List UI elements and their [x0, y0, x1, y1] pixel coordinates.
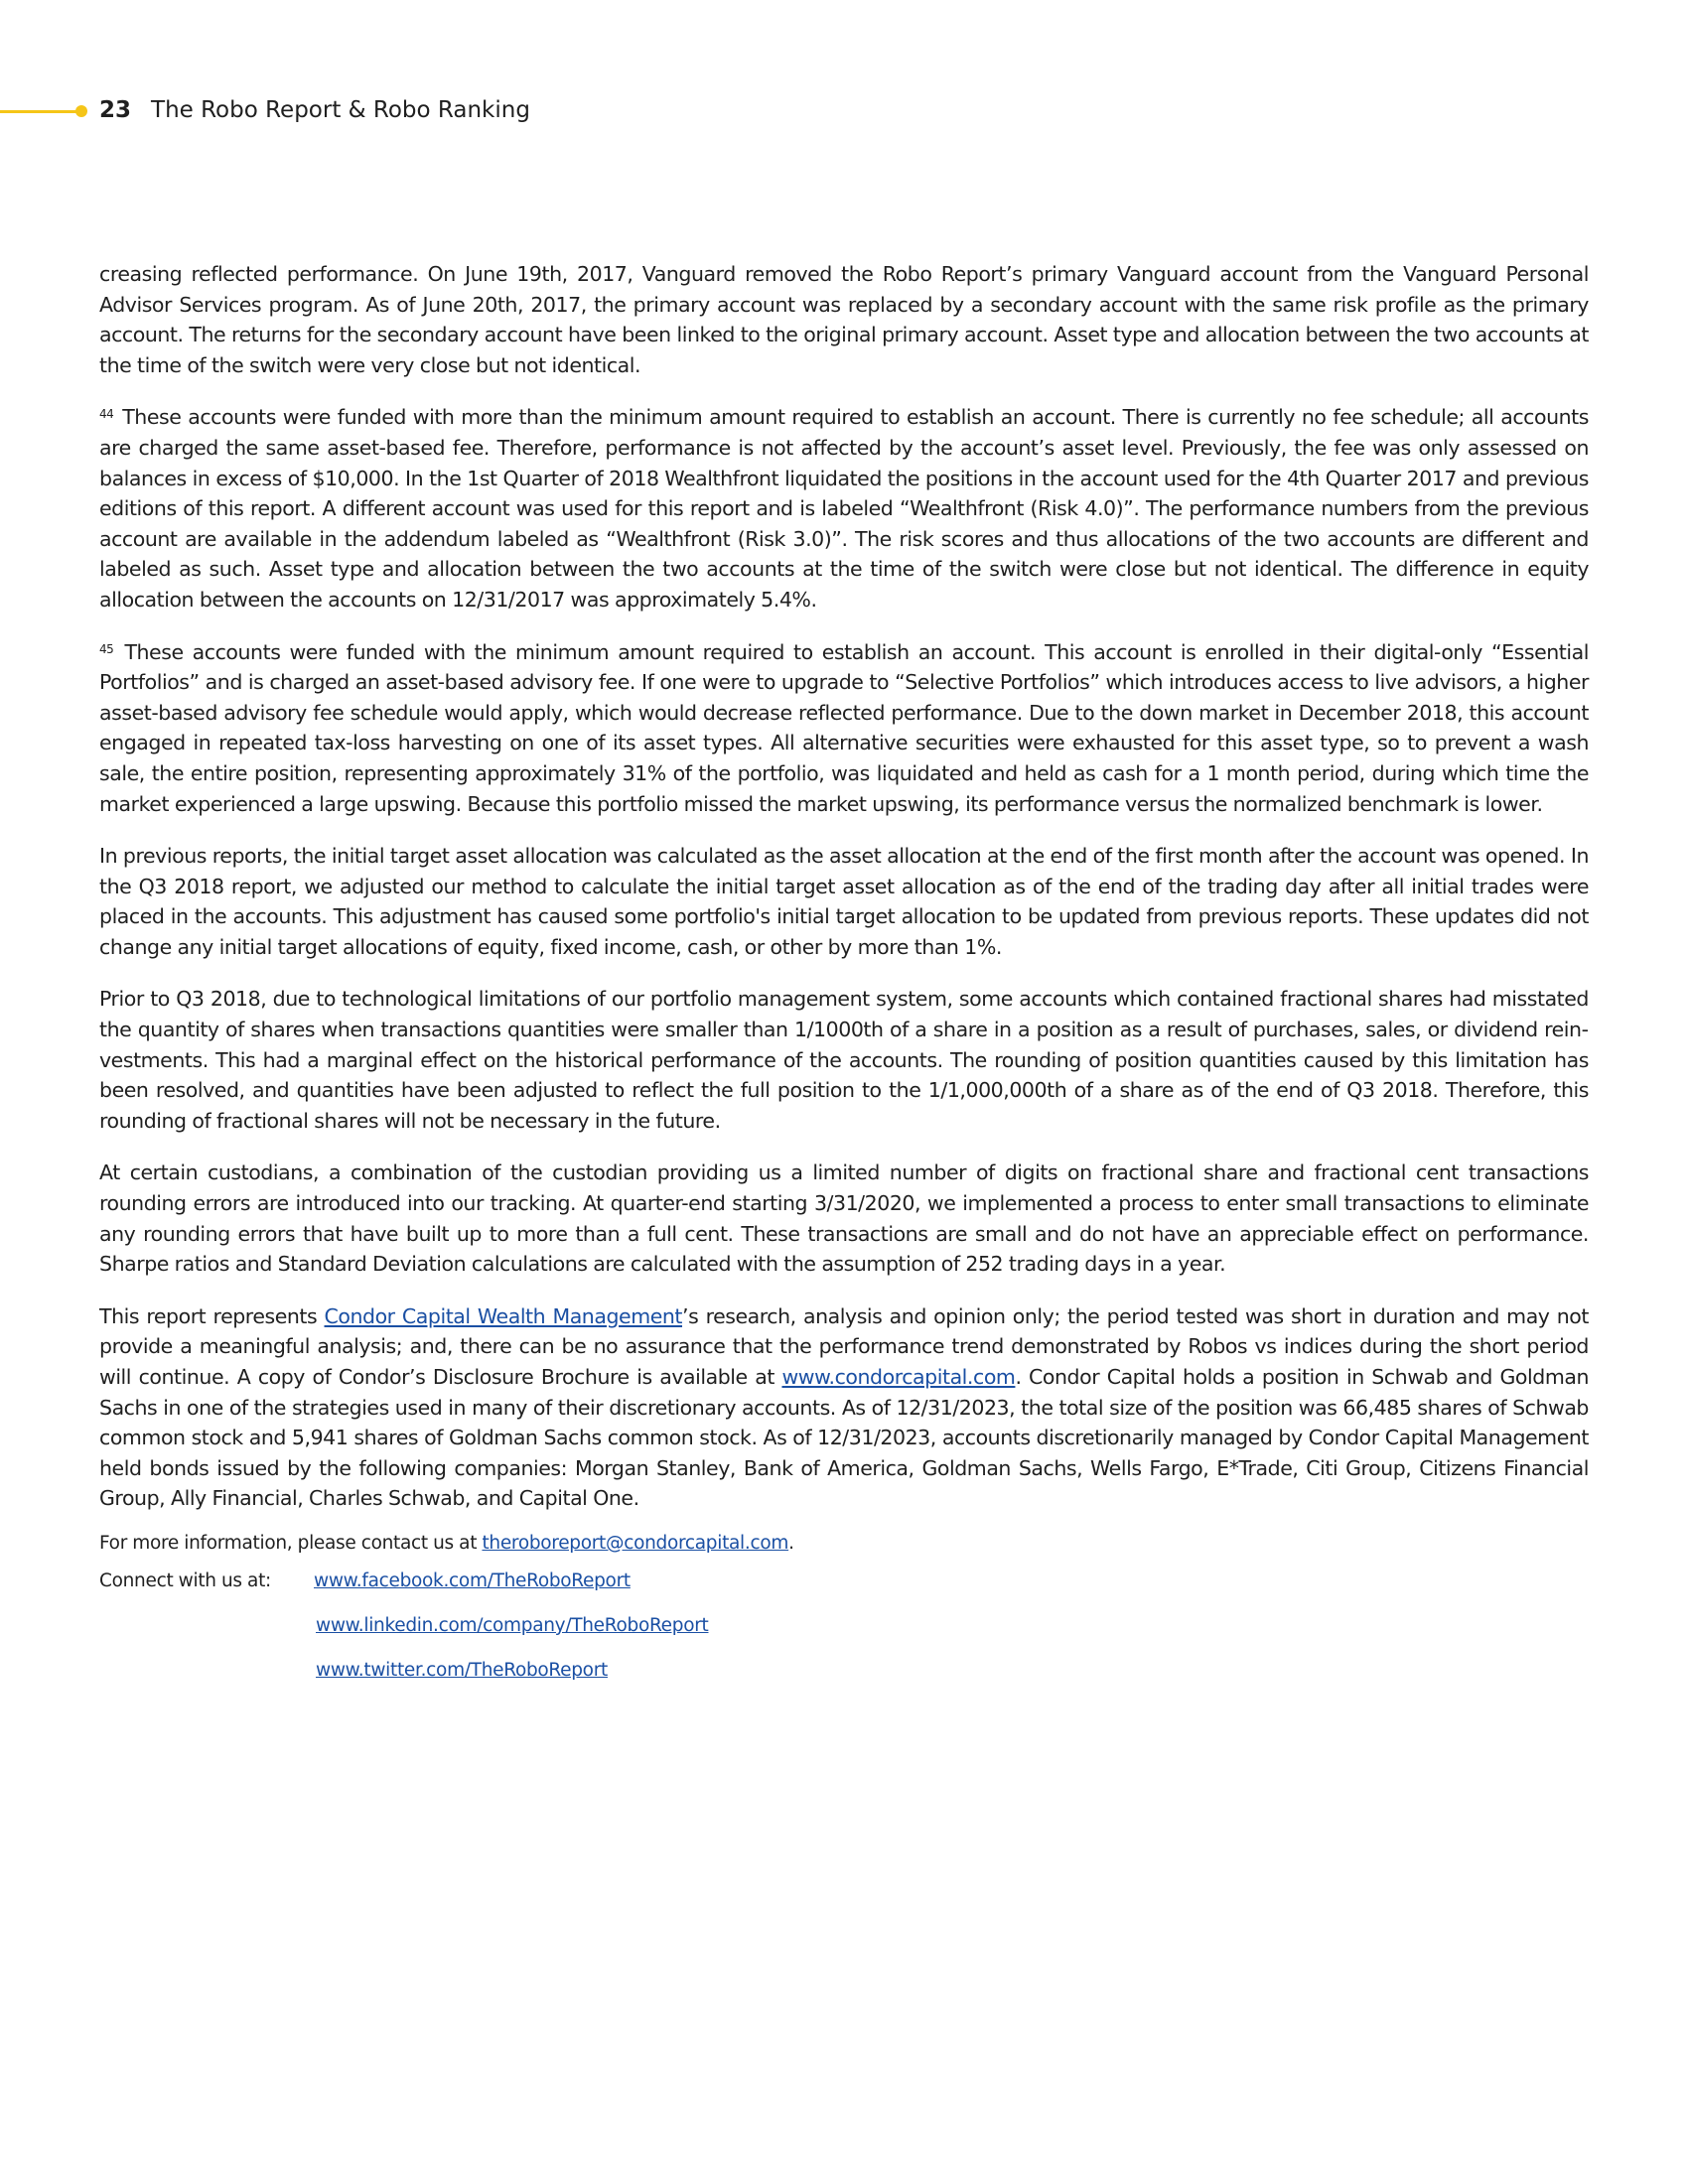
contact-email-link[interactable]: theroboreport@condorcapital.com	[482, 1532, 789, 1554]
footnote-45-text: These accounts were funded with the minimum amount required to establish an account. This account is enrolled in their digital-only “Essential Portfolios” and is charged an asset-based advisory fee. If one were to upgrade to “Selective Portfolios” which introduces access to live advisors, a higher asset-based advisory fee schedule would apply, which would decrease reflected performance. Due to the down market in December 2018, this account engaged in repeated tax-loss harvesting on one of its asset types. All alternative securities were exhausted for this asset type, so to prevent a wash sale, the entire position, representing approximately 31% of the portfolio, was liquidated and held as cash for a 1 month period, during which time the market experienced a large upswing. Because this portfolio missed the market upswing, its performance versus the normalized benchmark is lower.	[99, 639, 1589, 816]
page-title: The Robo Report & Robo Ranking	[151, 97, 530, 123]
disclosure-text-1: This report represents	[99, 1303, 325, 1328]
connect-label: Connect with us at:	[99, 1570, 271, 1591]
footnote-45	[99, 637, 1589, 820]
condor-capital-link[interactable]: Condor Capital Wealth Management	[324, 1303, 683, 1328]
connect-section	[99, 1570, 1589, 1683]
footnote-44-text: These accounts were funded with more than the minimum amount required to establish an account. There is currently no fee schedule; all accounts are charged the same asset-based fee. Therefore, performance is not affected by the account’s asset level. Previously, the fee was only assessed on balances in excess of $10,000. In the 1st Quarter of 2018 Wealthfront liquidated the positions in the account used for the 4th Quarter 2017 and previous editions of this report. A different account was used for this report and is labeled “Wealthfront (Risk 4.0)”. The performance numbers from the previous account are available in the addendum labeled as “Wealthfront (Risk 3.0)”. The risk scores and thus allocations of the two accounts are different and labeled as such. Asset type and allocation between the two accounts at the time of the switch were close but not identical. The difference in equity allocation between the accounts on 12/31/2017 was approximately 5.4%.	[99, 405, 1589, 612]
contact-prefix: For more information, please contact us at	[99, 1532, 483, 1554]
page-content	[99, 259, 1589, 1683]
contact-suffix: .	[788, 1532, 794, 1554]
twitter-link[interactable]: www.twitter.com/TheRoboReport	[316, 1659, 608, 1681]
paragraph-fractional-shares: Prior to Q3 2018, due to technological limitations of our portfolio management system, some accounts which contained fractional shares had misstated the quantity of shares when transactions quantities were smaller than 1/1000th of a share in a position as a result of purchases, sales, or dividend reinvestments. This had a marginal effect on the historical performance of the accounts. The rounding of position quantities caused by this limitation has been resolved, and quantities have been adjusted to reflect the full position to the 1/1,000,000th of a share as of the end of Q3 2018. Therefore, this rounding of fractional shares will not be necessary in the future.	[99, 987, 1589, 1133]
header-accent-dot	[75, 105, 87, 117]
disclosure-text-2: ’s research, analysis and opinion only; the period tested was short in duration and may not provide a meaningful analysis; and, there can be no assurance that the performance trend demonstrated by Robos vs indices during the short period will continue. A copy of Condor’s Disclosure Brochure is available at	[99, 1303, 1589, 1389]
paragraph-custodians: At certain custodians, a combination of the custodian providing us a limited number of digits on fractional share and fractional cent transactions rounding errors are introduced into our tracking. At quarter-end starting 3/31/2020, we implemented a process to enter small transactions to eliminate any rounding errors that have built up to more than a full cent. These transactions are small and do not have an appreciable effect on performance. Sharpe ratios and Standard Deviation calculations are calculated with the assumption of 252 trading days in a year.	[99, 1160, 1589, 1277]
header-accent-line	[0, 110, 79, 113]
paragraph-target-allocation: In previous reports, the initial target asset allocation was calculated as the asset allocation at the end of the first month after the account was opened. In the Q3 2018 report, we adjusted our method to calculate the initial target asset allocation as of the end of the trading day after all initial trades were placed in the accounts. This adjustment has caused some portfolio's initial target allocation to be updated from previous reports. These updates did not change any initial target allocations of equity, fixed income, cash, or other by more than 1%.	[99, 844, 1589, 959]
page-number: 23	[99, 97, 132, 123]
disclosure-text-3: . Condor Capital holds a position in Schwab and Goldman Sachs in one of the strategies used in many of their discretionary accounts. As of 12/31/2023, the total size of the position was 66,485 shares of Schwab common stock and 5,941 shares of Goldman Sachs common stock. As of 12/31/2023, accounts discretionarily managed by Condor Capital Management held bonds issued by the following companies: Morgan Stanley, Bank of America, Goldman Sachs, Wells Fargo, E*Trade, Citi Group, Citizens Financial Group, Ally Financial, Charles Schwab, and Capital One.	[99, 1365, 1589, 1511]
facebook-link[interactable]: www.facebook.com/TheRoboReport	[314, 1570, 631, 1591]
paragraph-disclosure	[99, 1301, 1589, 1514]
page-header	[99, 97, 530, 123]
social-links	[314, 1570, 708, 1683]
footnote-44-number: 44	[99, 407, 114, 422]
contact-line	[99, 1532, 1589, 1556]
footnote-45-number: 45	[99, 641, 114, 656]
footnote-44	[99, 402, 1589, 614]
paragraph-vanguard-continuation: creasing reflected performance. On June 19th, 2017, Vanguard removed the Robo Report’s primary Vanguard account from the Vanguard Personal Advisor Services program. As of June 20th, 2017, the primary account was replaced by a secondary account with the same risk profile as the primary account. The returns for the secondary account have been linked to the original primary account. Asset type and allocation between the two accounts at the time of the switch were very close but not identical.	[99, 262, 1589, 377]
condorcapital-website-link[interactable]: www.condorcapital.com	[781, 1365, 1016, 1389]
linkedin-link[interactable]: www.linkedin.com/company/TheRoboReport	[316, 1614, 709, 1636]
